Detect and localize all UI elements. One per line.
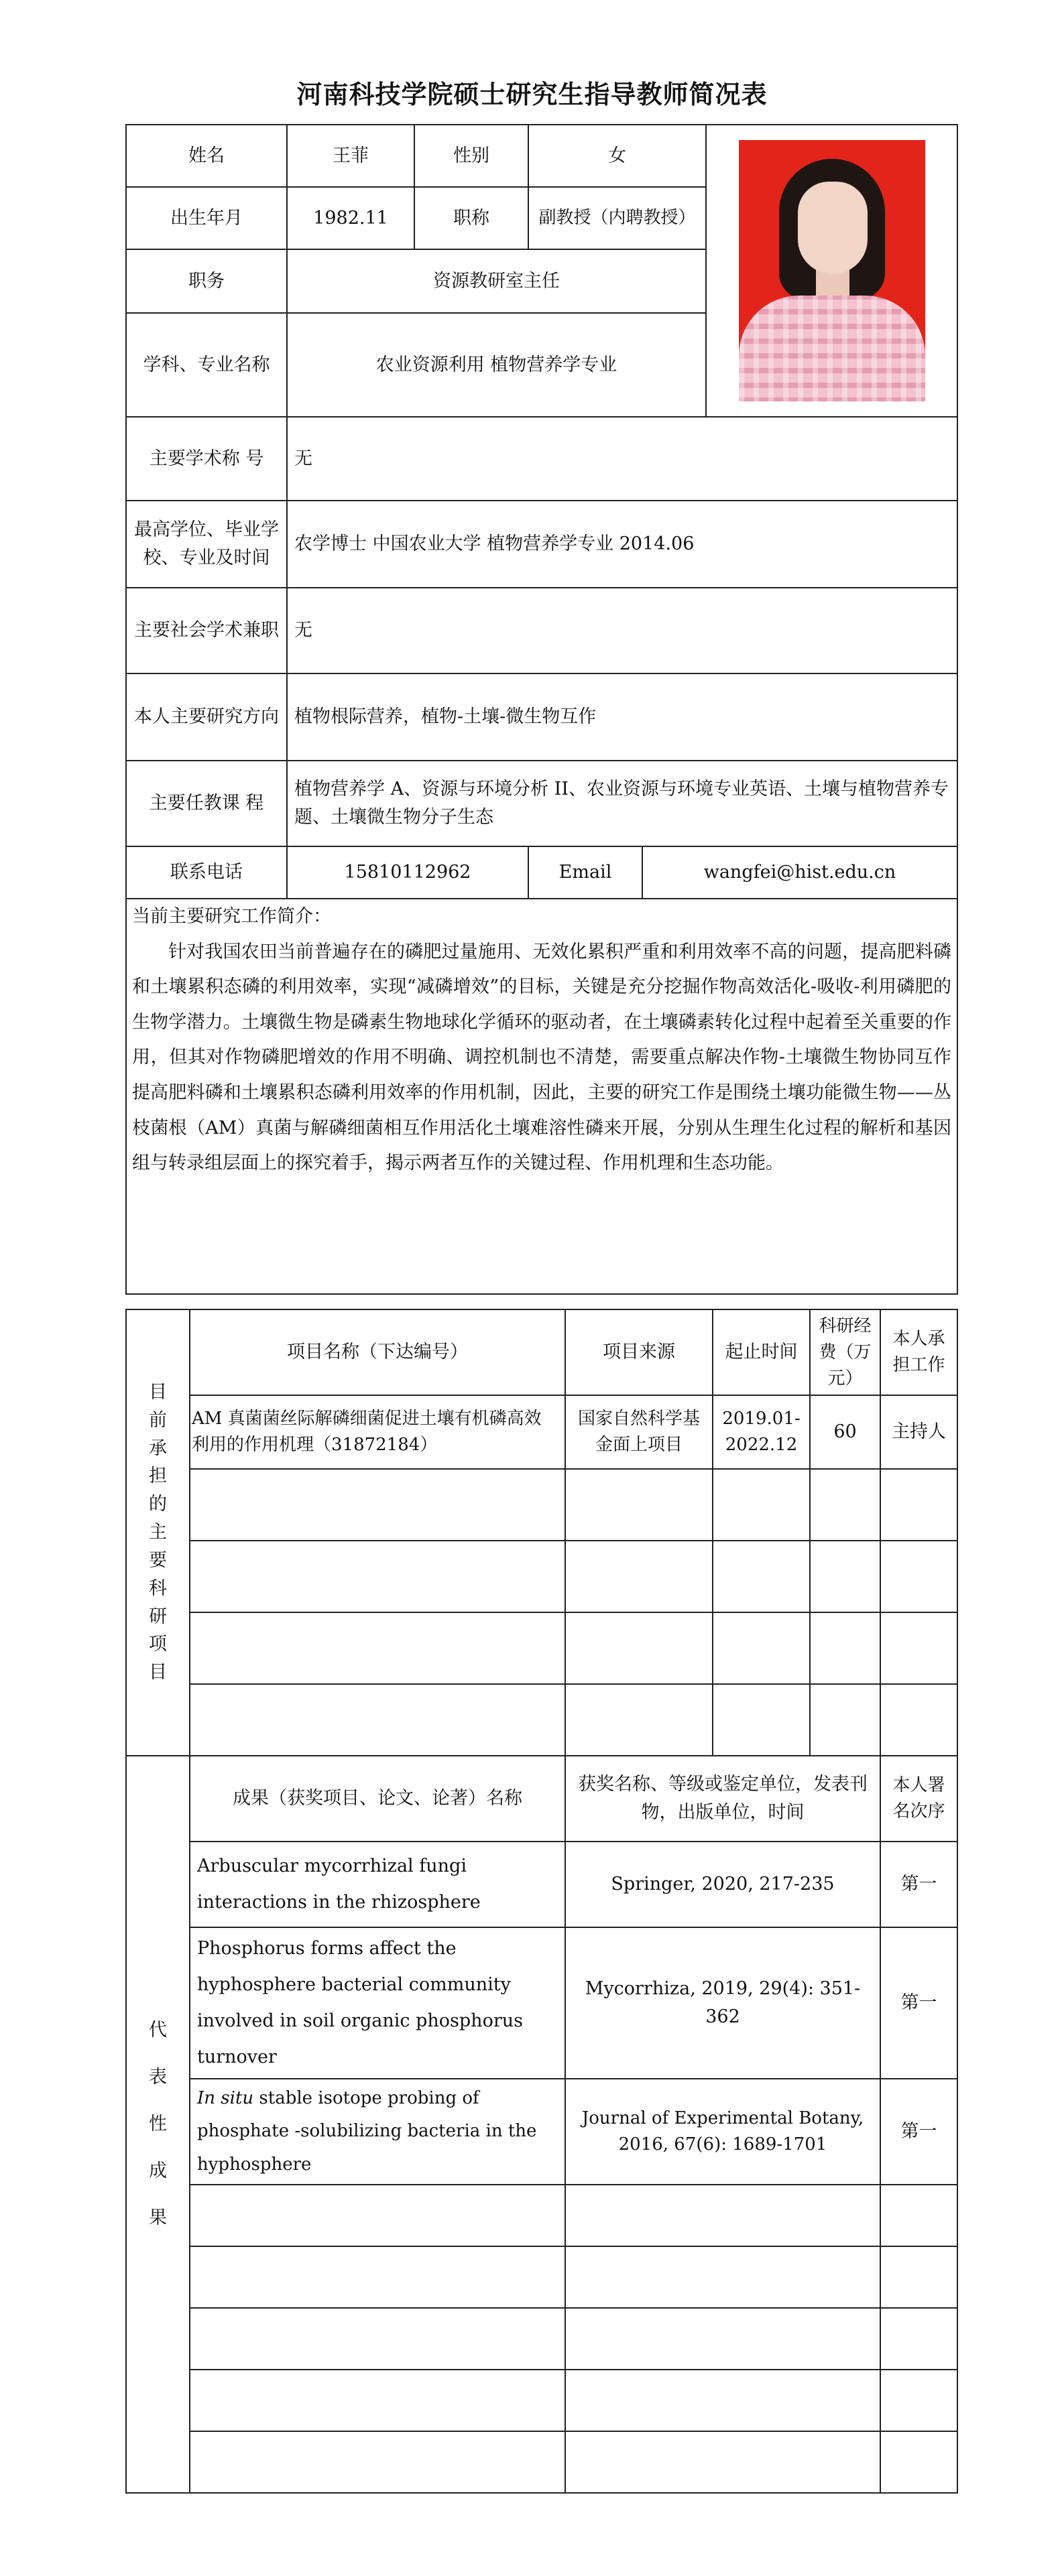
- achievement-venue: [565, 2308, 880, 2370]
- birth-value: 1982.11: [287, 187, 414, 249]
- project-name: [190, 1541, 565, 1612]
- society-label: 主要社会学术兼职: [126, 588, 287, 673]
- face-shape: [798, 182, 868, 274]
- project-funds: 60: [810, 1395, 880, 1469]
- achievement-order-header: 本人署名次序: [880, 1756, 957, 1842]
- achievement-order: [880, 2246, 957, 2308]
- research-intro: [126, 899, 957, 1294]
- discipline-value: 农业资源利用 植物营养学专业: [287, 313, 706, 417]
- achievement-order: 第一: [880, 1927, 957, 2079]
- table-row: [126, 1927, 957, 2079]
- project-role-header: 本人承担工作: [880, 1309, 957, 1395]
- email-value: wangfei@hist.edu.cn: [642, 846, 957, 899]
- rank-value: 副教授（内聘教授）: [528, 187, 706, 249]
- society-value: 无: [287, 588, 957, 673]
- project-period: [713, 1612, 810, 1684]
- project-name: [190, 1684, 565, 1756]
- discipline-label: 学科、专业名称: [126, 313, 287, 417]
- name-value: 王菲: [287, 125, 414, 187]
- document-title: 河南科技学院硕士研究生指导教师简况表: [296, 79, 768, 109]
- project-source: [565, 1469, 713, 1541]
- project-funds: [810, 1684, 880, 1756]
- email-label: Email: [528, 846, 642, 899]
- achievement-name: [190, 2431, 565, 2493]
- project-name: [190, 1612, 565, 1684]
- achievement-name: [190, 2246, 565, 2308]
- projects-side-label: 目 前 承 担 的 主 要 科 研 项 目: [126, 1309, 190, 1756]
- portrait-photo: [739, 140, 925, 401]
- gender-value: 女: [528, 125, 706, 187]
- achievement-venue: [565, 2185, 880, 2246]
- achievement-venue: Mycorrhiza, 2019, 29(4): 351-362: [565, 1927, 880, 2079]
- project-role: [880, 1541, 957, 1612]
- achievement-order: [880, 2308, 957, 2370]
- project-name-header: 项目名称（下达编号）: [190, 1309, 565, 1395]
- achievement-venue: Springer, 2020, 217-235: [565, 1842, 880, 1927]
- gender-label: 性别: [414, 125, 528, 187]
- rank-label: 职称: [414, 187, 528, 249]
- table-row: [126, 1612, 957, 1684]
- project-name: AM 真菌菌丝际解磷细菌促进土壤有机磷高效利用的作用机理（31872184）: [190, 1395, 565, 1469]
- phone-label: 联系电话: [126, 846, 287, 899]
- projects-achievements-table: [125, 1309, 958, 2494]
- achievement-venue: [565, 2246, 880, 2308]
- project-period: [713, 1469, 810, 1541]
- intro-body: 针对我国农田当前普遍存在的磷肥过量施用、无效化累积严重和利用效率不高的问题，提高肥料磷和土壤累积态磷的利用效率，实现“减磷增效”的目标，关键是充分挖掘作物高效活化-吸收-利用磷肥的生物学潜力。土壤微生物是磷素生物地球化学循环的驱动者，在土壤磷素转化过程中起着至关重要的作用，但其对作物磷肥增效的作用不明确、调控机制也不清楚，需要重点解决作物-土壤微生物协同互作提高肥料磷和土壤累积态磷利用效率的作用机制，因此，主要的研究工作是围绕土壤功能微生物——丛枝菌根（AM）真菌与解磷细菌相互作用活化土壤难溶性磷来开展，分别从生理生化过程的解析和基因组与转录组层面上的探究着手，揭示两者互作的关键过程、作用机理和生态功能。: [132, 941, 951, 1174]
- project-name: [190, 1469, 565, 1541]
- achievements-side-label: 代 表 性 成 果: [126, 1756, 190, 2493]
- achievement-name: Arbuscular mycorrhizal fungi interactions in the rhizosphere: [190, 1842, 565, 1927]
- honors-value: 无: [287, 417, 957, 501]
- project-role: [880, 1469, 957, 1541]
- shirt-shape: [739, 296, 925, 401]
- project-source: [565, 1612, 713, 1684]
- achievement-order: 第一: [880, 1842, 957, 1927]
- project-funds-header: 科研经费（万元）: [810, 1309, 880, 1395]
- project-source: 国家自然科学基金面上项目: [565, 1395, 713, 1469]
- project-period: [713, 1684, 810, 1756]
- project-funds: [810, 1541, 880, 1612]
- achievement-order: [880, 2185, 957, 2246]
- project-role: 主持人: [880, 1395, 957, 1469]
- name-label: 姓名: [126, 125, 287, 187]
- table-row: [126, 1842, 957, 1927]
- position-value: 资源教研室主任: [287, 249, 706, 313]
- project-period: 2019.01-2022.12: [713, 1395, 810, 1469]
- project-funds: [810, 1612, 880, 1684]
- achievement-order: 第一: [880, 2079, 957, 2185]
- project-role: [880, 1684, 957, 1756]
- table-row: [126, 2431, 957, 2493]
- achievement-venue: [565, 2370, 880, 2431]
- project-source-header: 项目来源: [565, 1309, 713, 1395]
- profile-table: [125, 124, 958, 1295]
- achievement-venue: [565, 2431, 880, 2493]
- table-row: [126, 2079, 957, 2185]
- research-value: 植物根际营养，植物-土壤-微生物互作: [287, 673, 957, 761]
- achievement-order: [880, 2370, 957, 2431]
- achievement-name: Phosphorus forms affect the hyphosphere bacterial community involved in soil organic phosphorus turnover: [190, 1927, 565, 2079]
- achievement-venue-header: 获奖名称、等级或鉴定单位，发表刊物，出版单位，时间: [565, 1756, 880, 1842]
- project-period-header: 起止时间: [713, 1309, 810, 1395]
- courses-label: 主要任教课 程: [126, 761, 287, 846]
- achievement-name: In situ stable isotope probing of phosphate -solubilizing bacteria in the hyphosphere: [190, 2079, 565, 2185]
- table-row: [126, 1684, 957, 1756]
- courses-value: 植物营养学 A、资源与环境分析 II、农业资源与环境专业英语、土壤与植物营养专题、土壤微生物分子生态: [287, 761, 957, 846]
- achievement-name: [190, 2185, 565, 2246]
- project-source: [565, 1684, 713, 1756]
- honors-label: 主要学术称 号: [126, 417, 287, 501]
- project-role: [880, 1612, 957, 1684]
- research-label: 本人主要研究方向: [126, 673, 287, 761]
- table-row: [126, 1541, 957, 1612]
- project-period: [713, 1541, 810, 1612]
- achievement-venue: Journal of Experimental Botany, 2016, 67(6): 1689-1701: [565, 2079, 880, 2185]
- intro-heading: 当前主要研究工作简介：: [132, 906, 331, 927]
- degree-label: 最高学位、毕业学校、专业及时间: [126, 501, 287, 588]
- table-row: [126, 1395, 957, 1469]
- project-funds: [810, 1469, 880, 1541]
- achievement-name: [190, 2308, 565, 2370]
- table-row: [126, 1469, 957, 1541]
- position-label: 职务: [126, 249, 287, 313]
- achievement-name-header: 成果（获奖项目、论文、论著）名称: [190, 1756, 565, 1842]
- achievement-name: [190, 2370, 565, 2431]
- table-row: [126, 2246, 957, 2308]
- table-row: [126, 2370, 957, 2431]
- birth-label: 出生年月: [126, 187, 287, 249]
- degree-value: 农学博士 中国农业大学 植物营养学专业 2014.06: [287, 501, 957, 588]
- table-row: [126, 2185, 957, 2246]
- project-source: [565, 1541, 713, 1612]
- photo-cell: [706, 125, 957, 417]
- achievement-order: [880, 2431, 957, 2493]
- phone-value: 15810112962: [287, 846, 528, 899]
- table-row: [126, 2308, 957, 2370]
